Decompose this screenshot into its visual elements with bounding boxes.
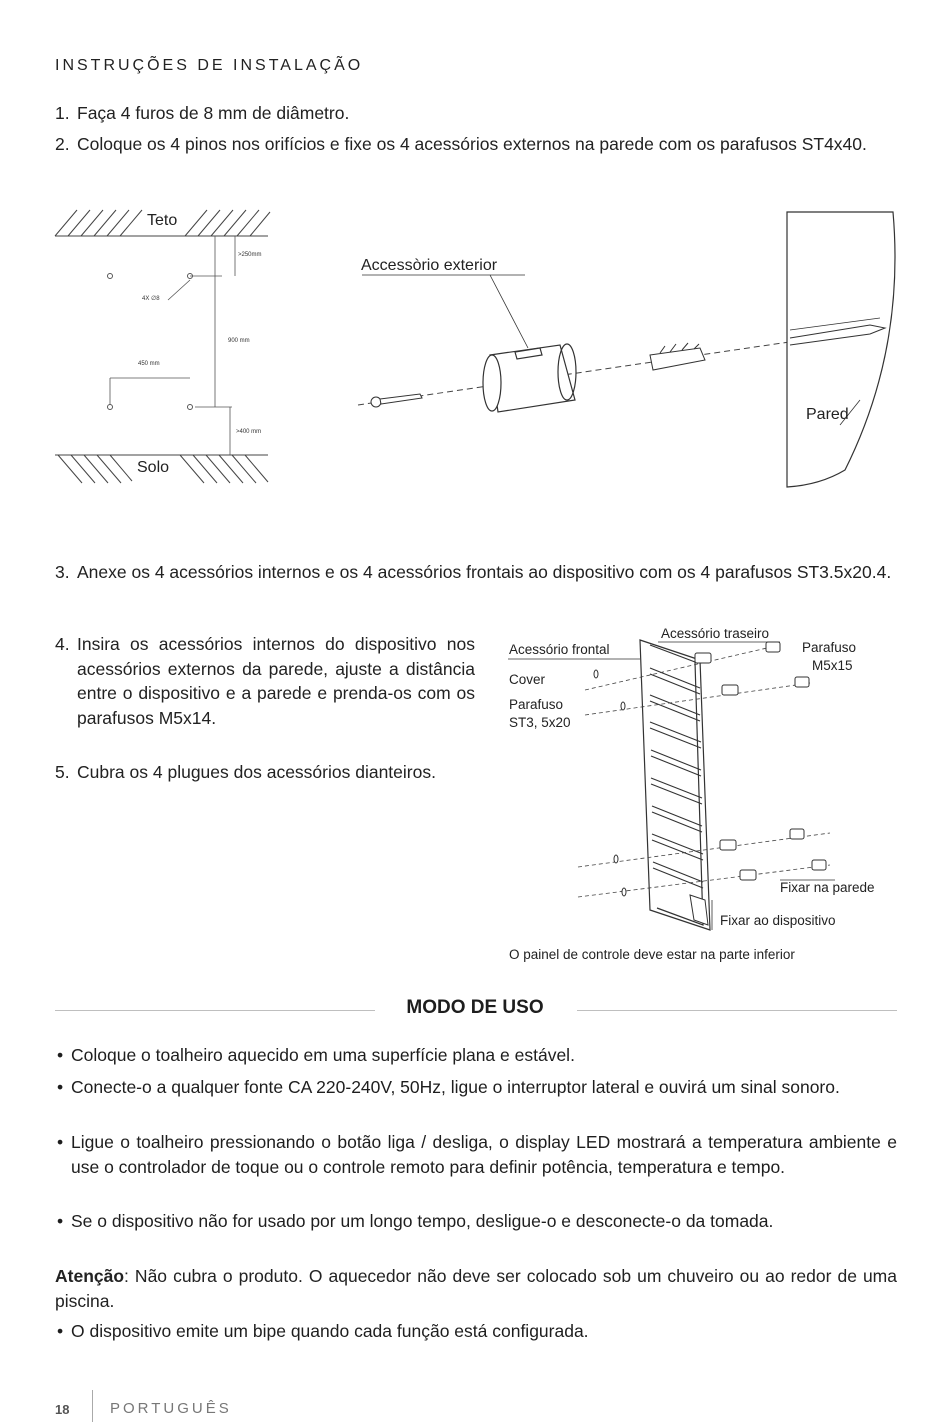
- bullet-dot: •: [57, 1045, 64, 1065]
- step-number: 2.: [55, 134, 70, 154]
- step-text: Faça 4 furos de 8 mm de diâmetro.: [77, 103, 350, 123]
- bullet-dot: •: [57, 1211, 64, 1231]
- footer-divider: [92, 1390, 93, 1422]
- footer-language: PORTUGUÊS: [110, 1400, 232, 1417]
- dim-top: >250mm: [238, 252, 262, 258]
- list-item: • Coloque o toalheiro aquecido em uma superfície plana e estável.: [55, 1043, 897, 1068]
- list-item: • Ligue o toalheiro pressionando o botão liga / desliga, o display LED mostrará a temperatura ambiente e use o controlador de toque ou o controle remoto para definir potência, temperatura e tempo.: [57, 1132, 897, 1177]
- list-item: • Se o dispositivo não for usado por um longo tempo, desligue-o e desconecte-o da tomada.: [55, 1209, 897, 1234]
- screw-m5-label-2: M5x15: [812, 658, 853, 673]
- step-3: [55, 560, 897, 585]
- front-accessory-label: Acessório frontal: [509, 642, 610, 657]
- section-title: INSTRUÇÕES DE INSTALAÇÃO: [55, 57, 364, 74]
- ceiling-label: Teto: [147, 212, 178, 229]
- dim-height: 900 mm: [228, 338, 250, 344]
- step-text: Cubra os 4 plugues dos acessórios dianteiros.: [77, 762, 436, 782]
- attention-note: [55, 1264, 897, 1313]
- fix-wall-label: Fixar na parede: [780, 880, 875, 895]
- screw-m5-label-1: Parafuso: [802, 640, 857, 655]
- rear-accessory-label: Acessório traseiro: [661, 626, 770, 641]
- wall-shape: [787, 212, 895, 487]
- dim-holes: 4X ∅8: [142, 296, 160, 302]
- dim-bottom: >400 mm: [236, 429, 262, 435]
- bullet-dot: •: [57, 1077, 64, 1097]
- step-5: [55, 760, 475, 785]
- step-1: [55, 101, 919, 126]
- step-number: 1.: [55, 103, 70, 123]
- list-item: • O dispositivo emite um bipe quando cada função está configurada.: [55, 1319, 897, 1344]
- diagram-caption: O painel de controle deve estar na parte inferior: [509, 947, 795, 962]
- step-text: Anexe os 4 acessórios internos e os 4 acessórios frontais ao dispositivo com os 4 parafusos ST3.5x20.4.: [77, 562, 892, 582]
- external-accessory: [483, 344, 576, 412]
- screw-st3-label-2: ST3, 5x20: [509, 715, 571, 730]
- step-text: Insira os acessórios internos do dispositivo nos acessórios externos da parede, ajuste a distância entre o dispositivo e a parede e prenda-os com os parafusos M5x14.: [77, 634, 475, 728]
- step-4: [55, 632, 475, 730]
- external-accessory-label: Accessòrio exterior: [361, 257, 498, 274]
- step-number: 5.: [55, 762, 70, 782]
- step-number: 3.: [55, 562, 70, 582]
- cover-label: Cover: [509, 672, 546, 687]
- screw-icon: [371, 394, 422, 407]
- list-item: • Conecte-o a qualquer fonte CA 220-240V, 50Hz, ligue o interruptor lateral e ouvirá um sinal sonoro.: [55, 1075, 897, 1100]
- page-number: 18: [55, 1402, 70, 1417]
- attention-label: Atenção: [55, 1266, 125, 1286]
- wall-plug-icon: [650, 343, 705, 370]
- holes: [108, 274, 193, 410]
- wall-label: Pared: [806, 406, 849, 423]
- usage-title: MODO DE USO: [406, 997, 544, 1018]
- fix-device-label: Fixar ao dispositivo: [720, 913, 836, 928]
- attention-text: : Não cubra o produto. O aquecedor não deve ser colocado sob um chuveiro ou ao redor de uma piscina.: [55, 1266, 897, 1311]
- bullet-dot: •: [57, 1321, 64, 1341]
- step-number: 4.: [55, 634, 70, 654]
- floor-label: Solo: [137, 459, 170, 476]
- step-text: Coloque os 4 pinos nos orifícios e fixe os 4 acessórios externos na parede com os parafusos ST4x40.: [77, 134, 867, 154]
- bullet-dot: •: [57, 1132, 64, 1152]
- step-2: [55, 132, 897, 157]
- dim-width: 450 mm: [138, 361, 160, 367]
- screw-st3-label-1: Parafuso: [509, 697, 564, 712]
